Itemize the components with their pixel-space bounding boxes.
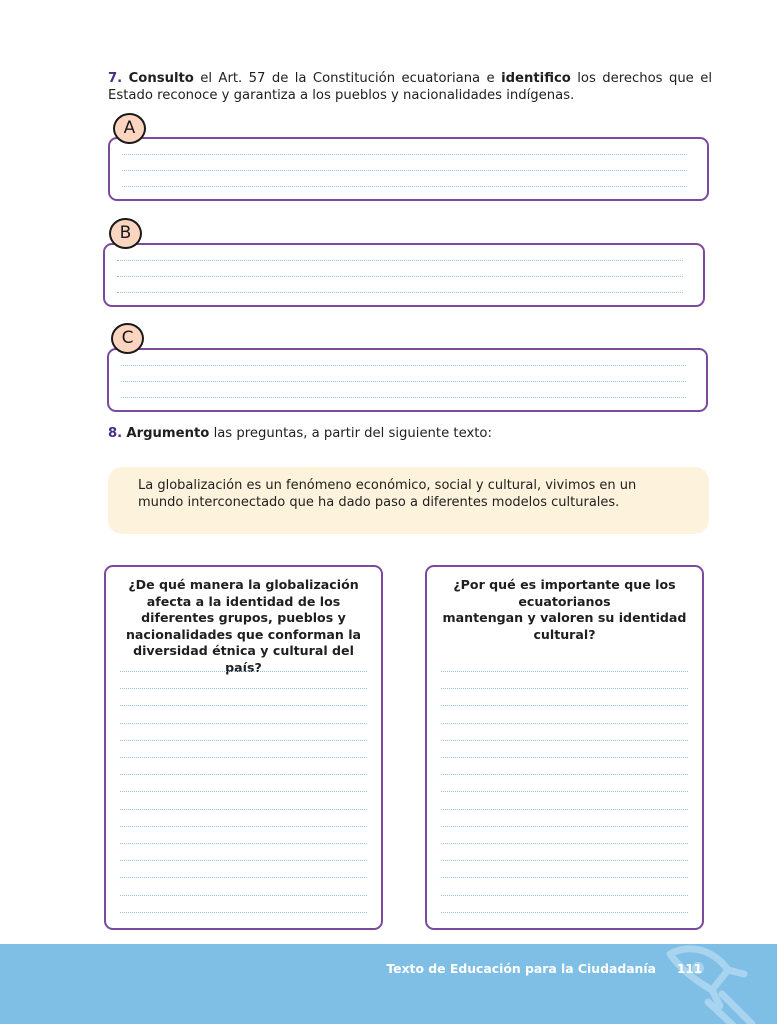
instruction-text: las preguntas, a partir del siguiente texto: — [209, 426, 492, 441]
writing-line — [122, 154, 687, 155]
question-8-instruction — [108, 425, 492, 442]
letter-badge-c: C — [111, 323, 144, 354]
letter-badge-b: B — [109, 218, 142, 249]
rocket-icon — [650, 944, 760, 1024]
writing-line — [441, 877, 688, 878]
writing-line — [120, 826, 367, 827]
writing-line — [120, 860, 367, 861]
writing-line — [120, 774, 367, 775]
writing-line — [441, 860, 688, 861]
instruction-verb: Consulto — [128, 71, 194, 86]
question-left: ¿De qué manera la globalización afecta a la identidad de los diferentes grupos, pueblos y nacionalidades que conforman la diversidad étnica y cultural del país? — [125, 577, 362, 675]
letter-badge-a: A — [113, 113, 146, 144]
question-right-line: ¿Por qué es importante que los — [453, 577, 676, 592]
question-right-line: mantengan y valoren su identidad — [442, 610, 687, 625]
writing-line — [120, 705, 367, 706]
instruction-text: los derechos que el Estado reconoce y garantiza a los pueblos y nacionalidades indígenas. — [108, 71, 712, 103]
writing-line — [441, 774, 688, 775]
writing-line — [121, 397, 686, 398]
writing-line — [117, 292, 683, 293]
writing-line — [441, 895, 688, 896]
writing-line — [120, 723, 367, 724]
answer-box-c[interactable] — [107, 348, 708, 412]
question-number: 8. — [108, 426, 123, 441]
instruction-verb: Argumento — [126, 426, 210, 441]
writing-line — [120, 843, 367, 844]
instruction-text: el Art. 57 de la Constitución ecuatoriana e — [193, 71, 502, 86]
writing-line — [441, 671, 688, 672]
writing-line — [441, 791, 688, 792]
writing-line — [117, 260, 683, 261]
writing-line — [122, 186, 687, 187]
writing-line — [120, 757, 367, 758]
answer-box-question-left[interactable] — [104, 565, 383, 930]
writing-line — [441, 723, 688, 724]
question-right-line: cultural? — [533, 626, 596, 642]
writing-line — [441, 843, 688, 844]
question-number: 7. — [108, 71, 123, 86]
writing-line — [122, 170, 687, 171]
question-right — [435, 577, 694, 643]
answer-box-question-right[interactable] — [425, 565, 704, 930]
reading-text-box — [108, 467, 709, 534]
instruction-verb: identifico — [501, 71, 571, 86]
writing-line — [441, 705, 688, 706]
writing-line — [441, 740, 688, 741]
writing-line — [120, 688, 367, 689]
writing-line — [120, 895, 367, 896]
reading-text: La globalización es un fenómeno económico, social y cultural, vivimos en un mundo interconectado que ha dado paso a diferentes modelos culturales. — [138, 478, 637, 510]
page-number: 111 — [677, 962, 703, 976]
writing-line — [121, 381, 686, 382]
answer-box-a[interactable] — [108, 137, 709, 201]
writing-line — [441, 826, 688, 827]
writing-line — [441, 809, 688, 810]
writing-line — [117, 276, 683, 277]
writing-line — [441, 912, 688, 913]
writing-line — [120, 877, 367, 878]
question-7-instruction — [108, 70, 712, 104]
answer-box-b[interactable] — [103, 243, 705, 307]
writing-line — [441, 757, 688, 758]
page-footer — [0, 944, 777, 1024]
question-right-line: ecuatorianos — [518, 593, 611, 609]
writing-line — [120, 809, 367, 810]
writing-line — [120, 912, 367, 913]
writing-line — [120, 791, 367, 792]
book-title: Texto de Educación para la Ciudadanía — [386, 961, 656, 976]
writing-line — [441, 688, 688, 689]
writing-line — [121, 365, 686, 366]
writing-line — [120, 671, 367, 672]
writing-line — [120, 740, 367, 741]
